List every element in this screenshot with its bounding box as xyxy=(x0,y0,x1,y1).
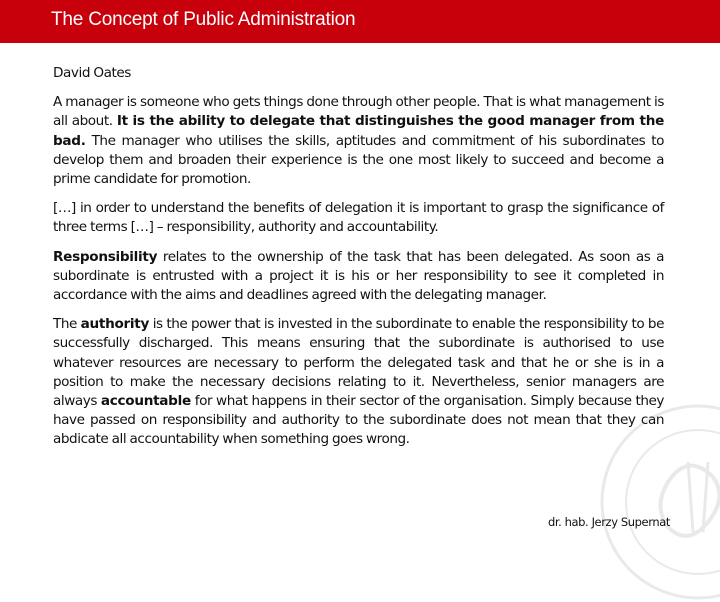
text-segment: A manager is someone who gets things done through other people. That is what management is all about. xyxy=(53,94,664,130)
quote-author: David Oates xyxy=(53,65,131,81)
paragraph xyxy=(53,93,664,189)
paragraph xyxy=(53,248,664,306)
presenter-signature: dr. hab. Jerzy Supernat xyxy=(547,515,670,529)
text-segment: The xyxy=(53,316,81,333)
text-segment: is the power that is invested in the subordinate to enable the responsibility to be successfully discharged. This means ensuring that the subordinate is authorised to use whatever resources are necessary to perform the delegated task and that he or she is in a position to make the necessary decisions relating to it. Nevertheless, senior managers are always xyxy=(53,316,664,410)
emphasized-text: It is the ability to delegate that distinguishes the good manager from the bad. xyxy=(53,113,664,149)
slide-body xyxy=(53,64,664,460)
slide-title: The Concept of Public Administration xyxy=(51,9,356,30)
text-segment: for what happens in their sector of the organisation. Simply because they have passed on responsibility and authority to the subordinate does not mean that they can abdicate all accountability when something goes wrong. xyxy=(53,393,665,448)
paragraph xyxy=(53,315,664,449)
text-segment: […] in order to understand the benefits of delegation it is important to grasp the significance of three terms […] – responsibility, authority and accountability. xyxy=(53,200,664,236)
emphasized-text: authority xyxy=(80,316,150,333)
emphasized-text: Responsibility xyxy=(53,248,158,265)
slide-header xyxy=(0,0,720,43)
paragraph xyxy=(53,199,664,237)
text-segment: The manager who utilises the skills, aptitudes and commitment of his subordinates to develop them and broaden their experience is the one most likely to succeed and become a prime candidate for promotion. xyxy=(53,132,664,188)
emphasized-text: accountable xyxy=(100,393,191,410)
text-segment: relates to the ownership of the task that has been delegated. As soon as a subordinate is entrusted with a project it is his or her responsibility to see it completed in accordance with the aims and deadlines agreed with the delegating manager. xyxy=(53,248,664,304)
